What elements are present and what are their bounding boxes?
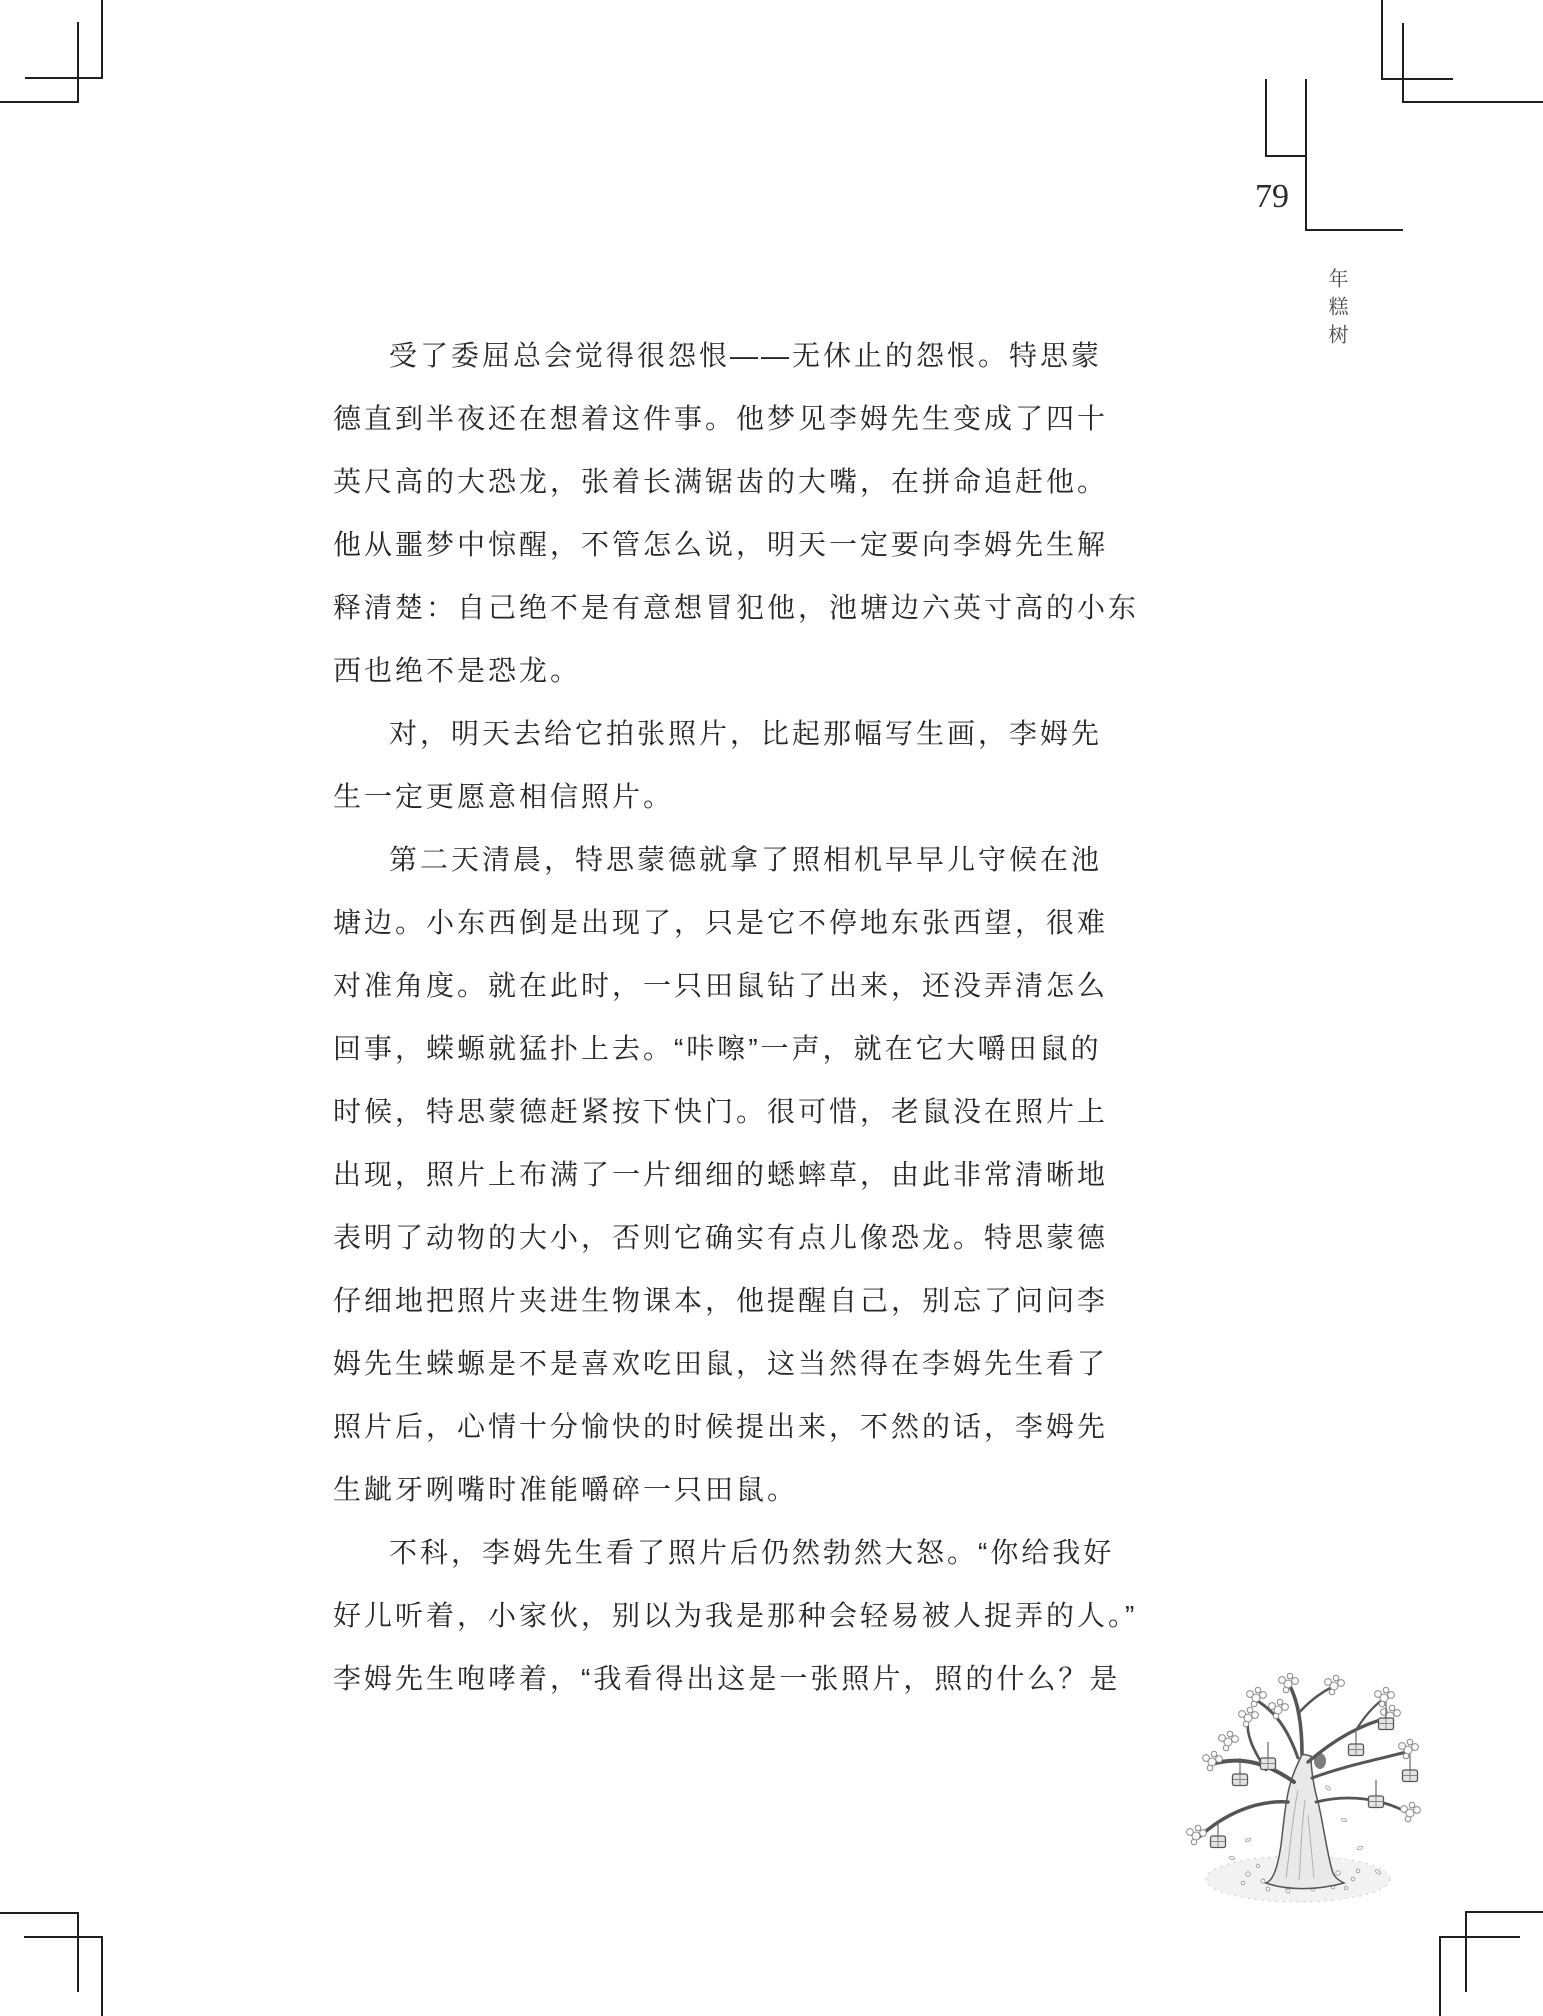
crop-mark-line [1381,78,1453,80]
text-line: 好儿听着，小家伙，别以为我是那种会轻易被人捉弄的人。” [333,1600,1138,1631]
text-line: 不科，李姆先生看了照片后仍然勃然大怒。“你给我好 [389,1537,1115,1568]
decoration-line [1305,79,1307,231]
crop-mark-line [1439,1936,1441,2016]
decoration-line [1265,79,1267,157]
decoration-line [1265,155,1307,157]
page-number: 79 [1255,178,1289,215]
crop-mark-line [77,22,79,103]
text-line: 出现，照片上布满了一片细细的蟋蟀草，由此非常清晰地 [333,1159,1109,1190]
crop-mark-line [24,1936,103,1938]
text-line: 时候，特思蒙德赶紧按下快门。很可惜，老鼠没在照片上 [333,1096,1109,1127]
text-line: 表明了动物的大小，否则它确实有点儿像恐龙。特思蒙德 [333,1222,1109,1253]
text-line: 仔细地把照片夹进生物课本，他提醒自己，别忘了问问李 [333,1285,1109,1316]
crop-mark-line [101,1936,103,2016]
text-line: 生龇牙咧嘴时准能嚼碎一只田鼠。 [333,1474,799,1505]
text-line: 英尺高的大恐龙，张着长满锯齿的大嘴，在拼命追赶他。 [333,466,1109,497]
crop-mark-line [1402,101,1543,103]
crop-mark-line [1439,1936,1520,1938]
crop-mark-line [0,101,79,103]
text-line: 对，明天去给它拍张照片，比起那幅写生画，李姆先 [389,718,1103,749]
text-line: 受了委屈总会觉得很怨恨——无休止的怨恨。特思蒙 [389,340,1103,371]
text-line: 对准角度。就在此时，一只田鼠钻了出来，还没弄清怎么 [333,970,1109,1001]
crop-mark-line [1465,1911,1467,1992]
text-line: 德直到半夜还在想着这件事。他梦见李姆先生变成了四十 [333,403,1109,434]
cake-tree-illustration [1148,1630,1448,1920]
text-line: 塘边。小东西倒是出现了，只是它不停地东张西望，很难 [333,907,1109,938]
crop-mark-line [25,77,103,79]
text-line: 他从噩梦中惊醒，不管怎么说，明天一定要向李姆先生解 [333,529,1109,560]
text-line: 第二天清晨，特思蒙德就拿了照相机早早儿守候在池 [389,844,1103,875]
text-line: 生一定更愿意相信照片。 [333,781,675,812]
text-line: 姆先生蝾螈是不是喜欢吃田鼠，这当然得在李姆先生看了 [333,1348,1109,1379]
text-line: 照片后，心情十分愉快的时候提出来，不然的话，李姆先 [333,1411,1109,1442]
crop-mark-line [77,1912,79,1992]
text-line: 西也绝不是恐龙。 [333,655,582,686]
crop-mark-line [0,1912,79,1914]
chapter-side-title: 年糕树 [1325,268,1347,352]
body-text [333,324,1140,1710]
decoration-line [1305,229,1403,231]
text-line: 回事，蝾螈就猛扑上去。“咔嚓”一声，就在它大嚼田鼠的 [333,1033,1102,1064]
crop-mark-line [1381,0,1383,80]
crop-mark-line [1402,23,1404,103]
crop-mark-line [1465,1911,1543,1913]
text-line: 李姆先生咆哮着，“我看得出这是一张照片，照的什么？是 [333,1663,1121,1694]
text-line: 释清楚：自己绝不是有意想冒犯他，池塘边六英寸高的小东 [333,592,1140,623]
crop-mark-line [101,0,103,79]
